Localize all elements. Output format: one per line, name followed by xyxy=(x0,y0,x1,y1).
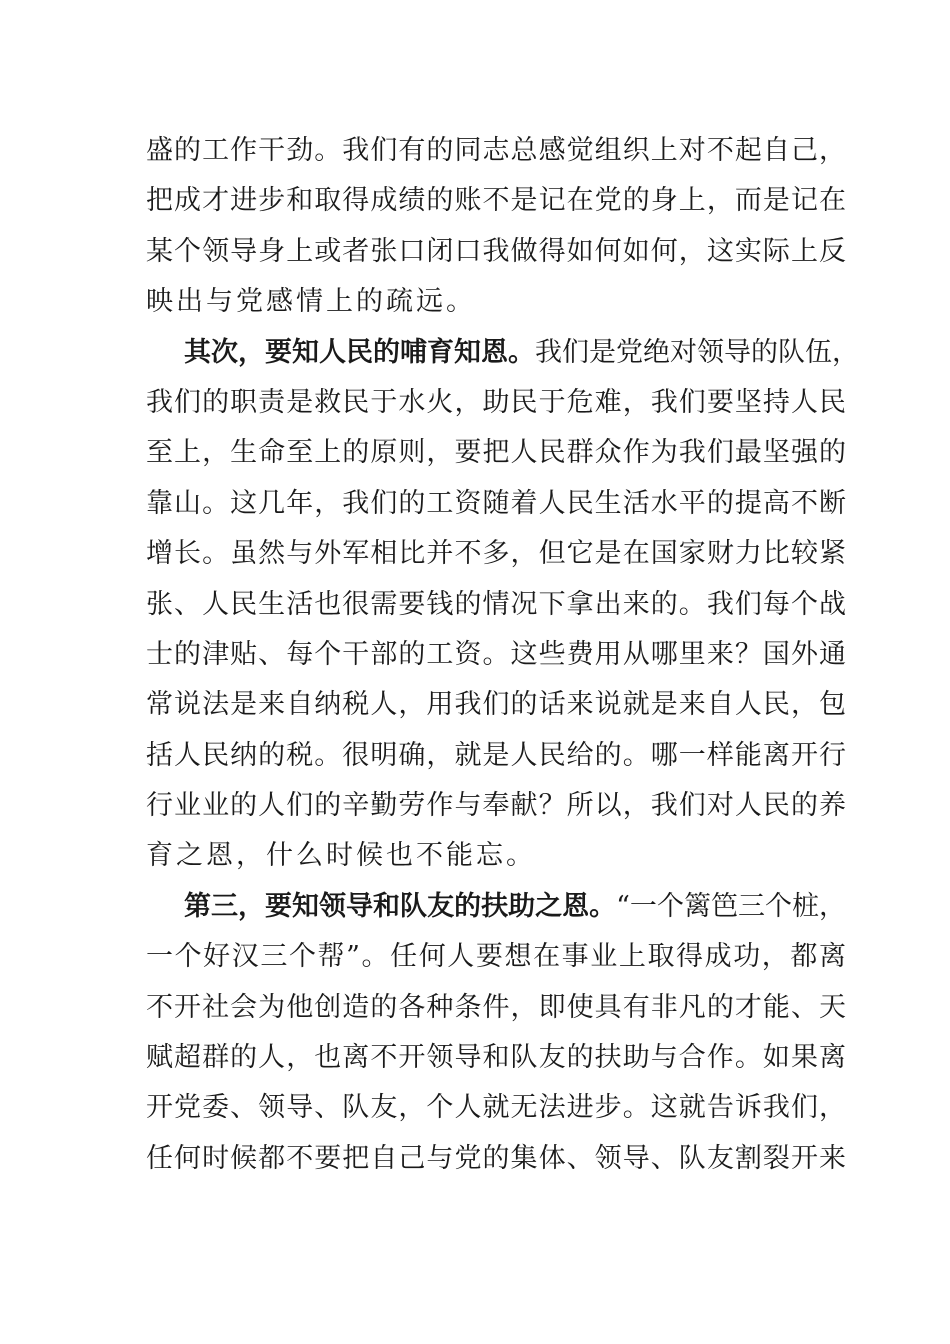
line-text: 张、人民生活也很需要钱的情况下拿出来的。我们每个战 xyxy=(146,588,846,620)
line-text: 映出与党感情上的疏远。 xyxy=(146,286,476,318)
text-line xyxy=(146,983,846,1033)
text-line xyxy=(146,378,846,428)
line-text: 育之恩，什么时候也不能忘。 xyxy=(146,840,536,872)
text-line xyxy=(146,227,846,277)
line-text: 赋超群的人，也离不开领导和队友的扶助与合作。如果离 xyxy=(146,1042,846,1074)
line-text: 盛的工作干劲。我们有的同志总感觉组织上对不起自己， xyxy=(146,135,846,166)
text-line xyxy=(146,680,846,730)
line-text: 任何时候都不要把自己与党的集体、领导、队友割裂开来 xyxy=(146,1142,846,1174)
line-text: 至上，生命至上的原则，要把人民群众作为我们最坚强的 xyxy=(146,437,846,469)
paragraph-first-line xyxy=(146,882,846,932)
text-line xyxy=(146,781,846,831)
text-line xyxy=(146,529,846,579)
line-text: 士的津贴、每个干部的工资。这些费用从哪里来？国外通 xyxy=(146,638,846,670)
text-line xyxy=(146,932,846,982)
text-line xyxy=(146,126,846,176)
text-line xyxy=(146,1134,846,1184)
line-text: “一个篱笆三个桩， xyxy=(616,890,846,922)
paragraph-first-line xyxy=(146,328,859,378)
line-text: 括人民纳的税。很明确，就是人民给的。哪一样能离开行 xyxy=(146,739,846,771)
line-text: 我们是党绝对领导的队伍， xyxy=(535,336,859,368)
line-text: 靠山。这几年，我们的工资随着人民生活水平的提高不断 xyxy=(146,487,846,519)
paragraph-heading: 第三，要知领导和队友的扶助之恩。 xyxy=(184,890,617,922)
line-text: 我们的职责是救民于水火，助民于危难，我们要坚持人民 xyxy=(146,386,846,418)
text-line xyxy=(146,176,846,226)
line-text: 增长。虽然与外军相比并不多，但它是在国家财力比较紧 xyxy=(146,538,846,570)
line-text: 把成才进步和取得成绩的账不是记在党的身上，而是记在 xyxy=(146,185,846,217)
line-text: 一个好汉三个帮”。任何人要想在事业上取得成功，都离 xyxy=(146,941,846,973)
body-text xyxy=(146,126,859,1184)
line-text: 不开社会为他创造的各种条件，即使具有非凡的才能、天 xyxy=(146,991,846,1023)
paragraph-heading: 其次，要知人民的哺育知恩。 xyxy=(184,336,535,368)
line-text: 某个领导身上或者张口闭口我做得如何如何，这实际上反 xyxy=(146,235,846,267)
text-line xyxy=(146,731,846,781)
line-text: 常说法是来自纳税人，用我们的话来说就是来自人民，包 xyxy=(146,689,846,721)
line-text: 行业业的人们的辛勤劳作与奉献？所以，我们对人民的养 xyxy=(146,790,846,822)
text-line xyxy=(146,831,846,881)
line-text: 开党委、领导、队友，个人就无法进步。这就告诉我们， xyxy=(146,1092,846,1124)
text-line xyxy=(146,630,846,680)
text-line xyxy=(146,479,846,529)
text-line xyxy=(146,580,846,630)
text-line xyxy=(146,277,846,327)
text-line xyxy=(146,428,846,478)
text-line xyxy=(146,1083,846,1133)
text-line xyxy=(146,1033,846,1083)
